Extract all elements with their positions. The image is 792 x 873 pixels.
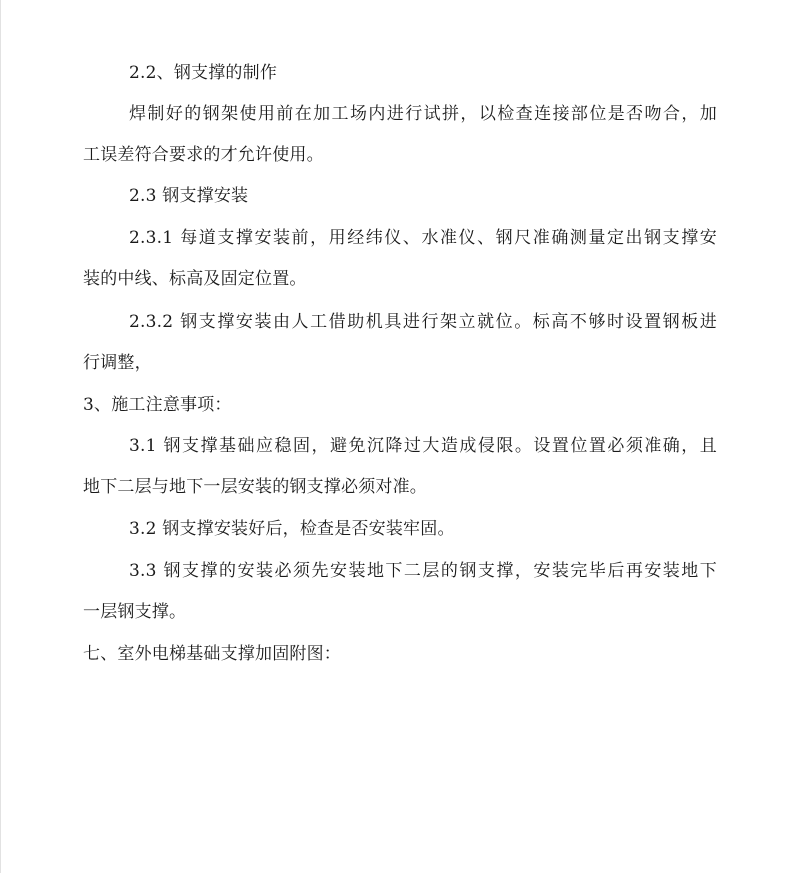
paragraph-line: 3.2 钢支撑安装好后，检查是否安装牢固。 — [129, 519, 455, 539]
paragraph-line: 行调整， — [83, 353, 152, 373]
section-heading-7: 七、室外电梯基础支撑加固附图： — [83, 644, 341, 664]
paragraph-line: 焊制好的钢架使用前在加工场内进行试拼，以检查连接部位是否吻合，加 — [129, 104, 717, 124]
paragraph-line: 装的中线、标高及固定位置。 — [83, 269, 307, 289]
paragraph-line: 2.3.2 钢支撑安装由人工借助机具进行架立就位。标高不够时设置钢板进 — [129, 312, 717, 332]
paragraph-line: 2.3.1 每道支撑安装前，用经纬仪、水准仪、钢尺准确测量定出钢支撑安 — [129, 228, 717, 248]
section-heading-3: 3、施工注意事项： — [83, 395, 232, 415]
paragraph-line: 地下二层与地下一层安装的钢支撑必须对准。 — [83, 477, 427, 497]
section-heading-2-3: 2.3 钢支撑安装 — [129, 186, 249, 206]
paragraph-line: 3.3 钢支撑的安装必须先安装地下二层的钢支撑，安装完毕后再安装地下 — [129, 561, 717, 581]
paragraph-line: 一层钢支撑。 — [83, 602, 187, 622]
section-heading-2-2: 2.2、钢支撑的制作 — [129, 63, 278, 83]
paragraph-line: 3.1 钢支撑基础应稳固，避免沉降过大造成侵限。设置位置必须准确，且 — [129, 436, 717, 456]
paragraph-line: 工误差符合要求的才允许使用。 — [83, 145, 324, 165]
